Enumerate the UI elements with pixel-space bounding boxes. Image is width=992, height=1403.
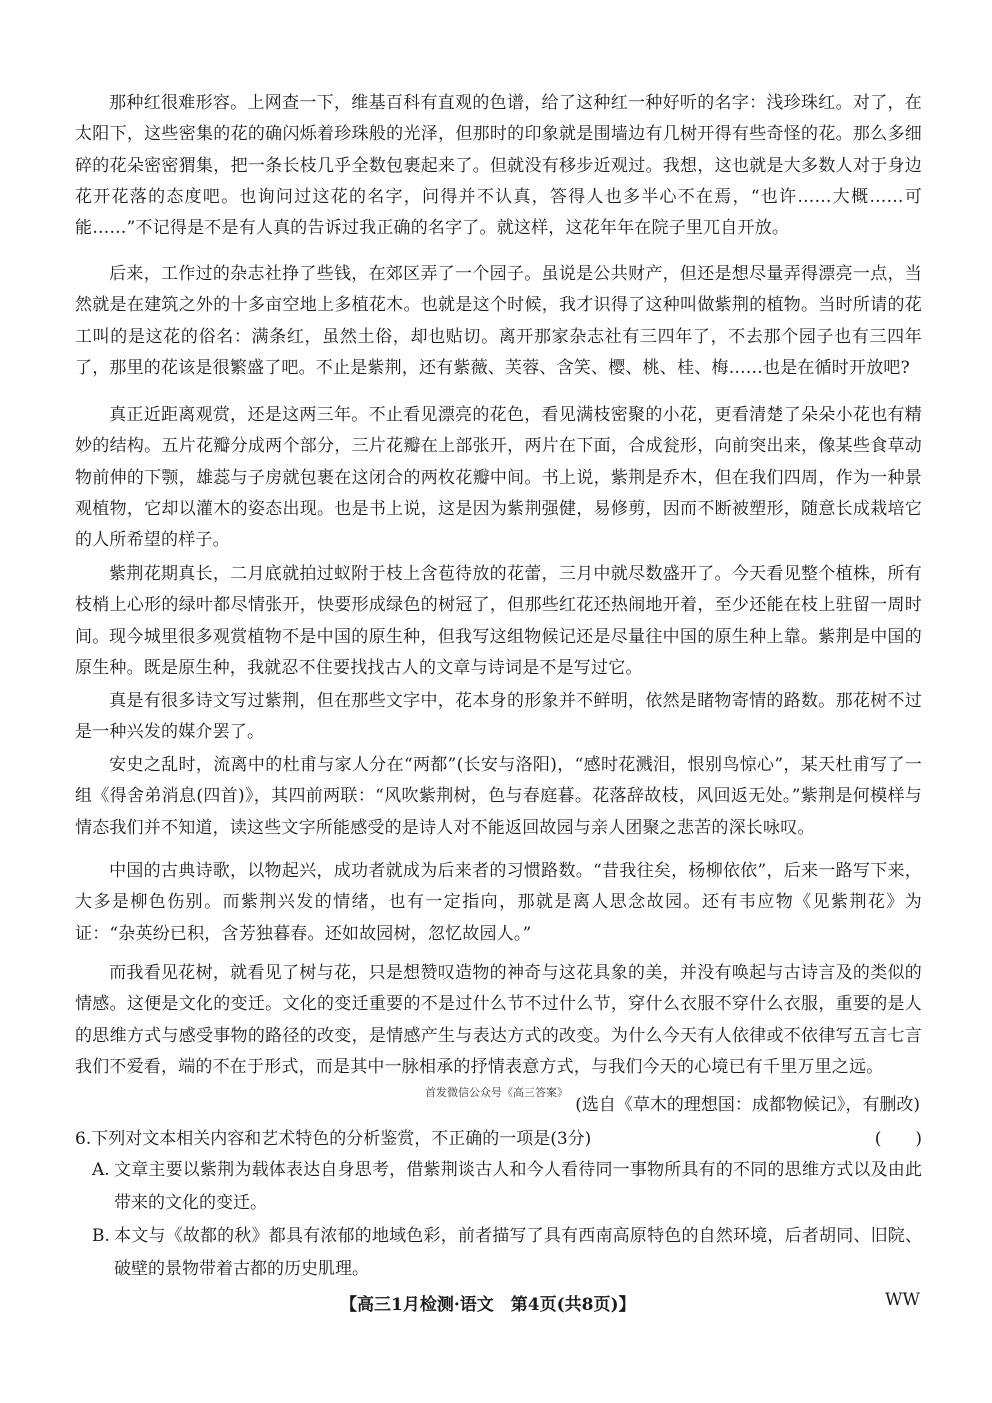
paragraph-5: 现今城里很多观赏植物不是中国的原生种，但我写这组物候记还是尽量往中国的原生种上靠。紫荆是中国的原生种。既是原生种，我就忍不住要找找古人的文章与诗词是不是写过它。 (75, 627, 922, 679)
footer-page-info: 【高三1月检测·语文 第4页(共8页)】 (340, 1295, 636, 1315)
question-6 (75, 1124, 922, 1154)
paragraph-1: 那种红很难形容。上网查一下，维基百科有直观的色谱，给了这种红一种好听的名字：浅珍珠红。对了，在太阳下，这些密集的花的确闪烁着珍珠般的光泽，但那时的印象就是围墙边有几树开得有些奇怪的花。那么多细碎的花朵密密猬集，把一条长枝几乎全数包裹起来了。但就没有移步近观过。我想，这也就是大多数人对于身边花开花落的态度吧。也询问过这花的名字，问得并不认真，答得人也多半心不在焉，“也许……大概……可能……”不记得是不是有人真的告诉过我正确的名字了。就这样，这花年年在院子里兀自开放。 (75, 93, 922, 239)
option-b (92, 1220, 922, 1286)
watermark-text: 首发微信公众号《高三答案》 (425, 1086, 568, 1099)
option-text: 本文与《故都的秋》都具有浓郁的地域色彩，前者描写了具有西南高原特色的自然环境，后者胡同、旧院、破壁的景物带着古都的历史肌理。 (114, 1226, 922, 1279)
option-label: A. (92, 1160, 110, 1180)
question-stem: 6.下列对文本相关内容和艺术特色的分析鉴赏，不正确的一项是(3分) (75, 1129, 592, 1149)
option-label: B. (92, 1226, 110, 1246)
answer-parentheses: ( ) (874, 1129, 922, 1149)
paragraph-9: 而我看见花树，就看见了树与花，只是想赞叹造物的神奇与这花具象的美，并没有唤起与古诗言及的类似的情感。这便是文化的变迁。文化的变迁重要的不是过什么节不过什么节，穿什么衣服不穿什么衣服，重要的是人的思维方式与感受事物的路径的改变，是情感产生与表达方式的改变。为什么今天有人依律或不依律写五言七言我们不爱看，端的不在于形式，而是其中一脉相承的抒情表意方式，与我们今天的心境已有千里万里之远。 (75, 963, 922, 1077)
option-a (92, 1154, 922, 1220)
paragraph-4: 紫荆花期真长，二月底就拍过蚁附于枝上含苞待放的花蕾，三月中就尽数盛开了。今天看见整个植株，所有枝梢上心形的绿叶都尽情张开，快要形成绿色的树冠了，但那些红花还热闹地开着，至少还能在枝上驻留一周时间。 (75, 564, 922, 647)
paragraph-6: 真是有很多诗文写过紫荆，但在那些文字中，花本身的形象并不鲜明，依然是睹物寄情的路数。那花树不过是一种兴发的媒介罢了。 (75, 691, 922, 743)
footer-code: WW (885, 1290, 920, 1310)
paragraph-3: 真正近距离观赏，还是这两三年。不止看见漂亮的花色，看见满枝密聚的小花，更看清楚了朵朵小花也有精妙的结构。五片花瓣分成两个部分，三片花瓣在上部张开，两片在下面，合成瓮形，向前突出来，像某些食草动物前伸的下颚，雄蕊与子房就包裹在这闭合的两枚花瓣中间。书上说，紫荆是乔木，但在我们四周，作为一种景观植物，它却以灌木的姿态出现。也是书上说，这是因为紫荆强健，易修剪，因而不断被塑形，随意长成栽培它的人所希望的样子。 (75, 405, 922, 551)
source-citation: (选自《草木的理想国：成都物候记》，有删改) (575, 1095, 920, 1115)
option-text: 文章主要以紫荆为载体表达自身思考，借紫荆谈古人和今人看待同一事物所具有的不同的思维方式以及由此带来的文化的变迁。 (114, 1160, 922, 1213)
paragraph-2: 后来，工作过的杂志社挣了些钱，在郊区弄了一个园子。虽说是公共财产，但还是想尽量弄得漂亮一点，当然就是在建筑之外的十多亩空地上多植花木。也就是这个时候，我才识得了这种叫做紫荆的植物。当时所请的花工叫的是这花的俗名：满条红，虽然土俗，却也贴切。离开那家杂志社有三四年了，不去那个园子也有三四年了，那里的花该是很繁盛了吧。不止是紫荆，还有紫薇、芙蓉、含笑、樱、桃、桂、梅……也是在循时开放吧? (75, 264, 922, 378)
paragraph-7: 安史之乱时，流离中的杜甫与家人分在“两都”(长安与洛阳)，“感时花溅泪，恨别鸟惊心”，某天杜甫写了一组《得舍弟消息(四首)》，其四前两联：“风吹紫荆树，色与春庭暮。花落辞故枝，风回返无处。”紫荆是何模样与情态我们并不知道，读这些文字所能感受的是诗人对不能返回故园与亲人团聚之悲苦的深长咏叹。 (75, 755, 922, 838)
paragraph-8: 中国的古典诗歌，以物起兴，成功者就成为后来者的习惯路数。“昔我往矣，杨柳依依”，后来一路写下来，大多是柳色伤别。而紫荆兴发的情绪，也有一定指向，那就是离人思念故园。还有韦应物《见紫荆花》为证：“杂英纷已积，含芳独暮春。还如故园树，忽忆故园人。” (75, 861, 922, 944)
